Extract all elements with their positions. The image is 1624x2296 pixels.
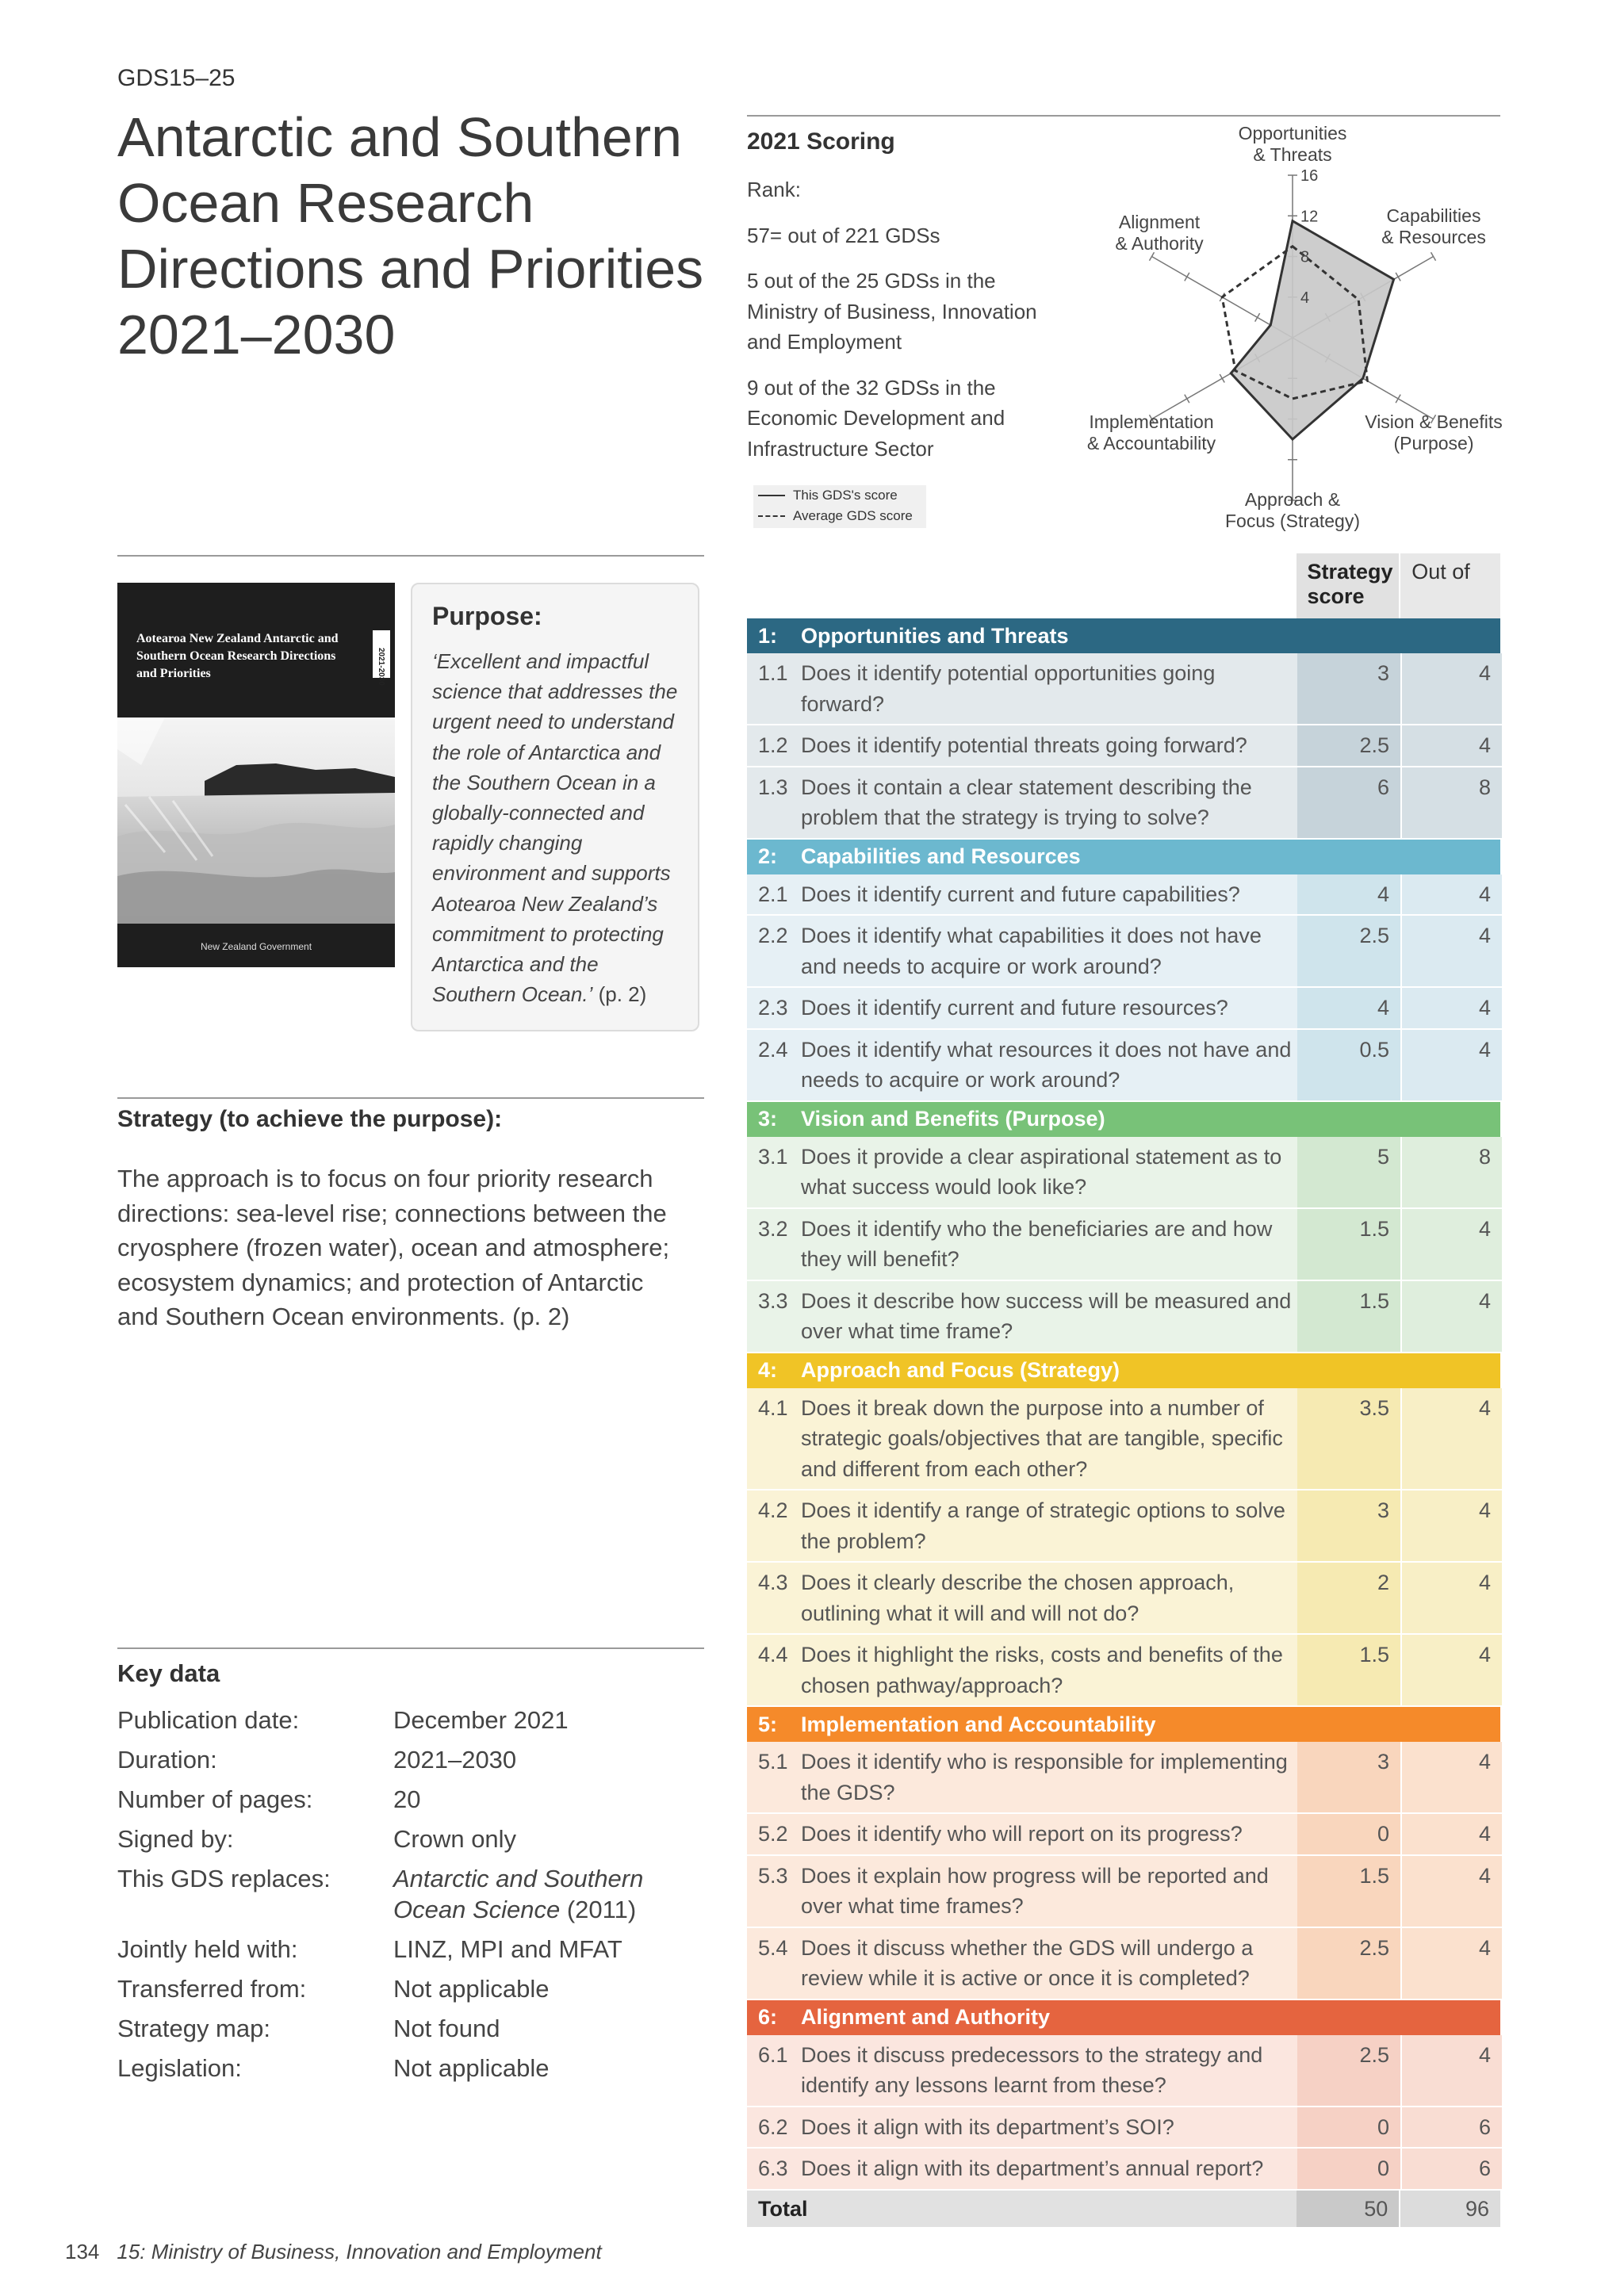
out-of-value: 4 <box>1402 2035 1502 2106</box>
out-of-value: 4 <box>1402 1856 1502 1927</box>
section-title: Approach and Focus (Strategy) <box>801 1358 1120 1382</box>
question-text: Does it discuss whether the GDS will undergo a review while it is active or once it is completed? <box>801 1928 1297 1999</box>
legend-label-this: This GDS's score <box>793 488 898 503</box>
strategy-score: 2 <box>1297 1563 1400 1633</box>
legend-label-average: Average GDS score <box>793 508 913 523</box>
strategy-score: 4 <box>1297 988 1400 1028</box>
key-data-value: Not applicable <box>393 1975 550 2003</box>
out-of-value: 4 <box>1402 1928 1502 1999</box>
strategy-score: 2.5 <box>1297 2035 1400 2106</box>
out-of-value: 4 <box>1402 874 1502 915</box>
question-number: 4.4 <box>747 1635 801 1705</box>
key-data-value-suffix: (2011) <box>560 1896 637 1923</box>
radar-axis-label: & Authority <box>1115 233 1204 254</box>
solid-line-swatch <box>758 495 785 496</box>
strategy-score: 2.5 <box>1297 1928 1400 1999</box>
section-title: Capabilities and Resources <box>801 844 1081 868</box>
cover-publisher: New Zealand Government <box>200 941 312 952</box>
radar-axis-label: Implementation <box>1089 411 1214 432</box>
header-spacer <box>747 553 1297 618</box>
key-data-row <box>117 1863 704 1925</box>
purpose-text <box>432 646 686 1009</box>
purpose-quote: ‘Excellent and impactful science that addresses the urgent need to understand the role of Antarctica and the Southern Ocean in a globally-connected and rapidly changing environment and supports Aotearoa New Zealand’s commitment to protecting Antarctica and the Southern Ocean.’ <box>432 649 678 1007</box>
radar-axis-label: Opportunities <box>1238 123 1347 144</box>
rank-overall: 57= out of 221 GDSs <box>747 223 940 247</box>
radar-axis-label: Approach & <box>1244 489 1341 510</box>
section-header-row <box>747 1353 1500 1388</box>
strategy-score: 1.5 <box>1297 1635 1400 1705</box>
question-text: Does it identify potential threats going forward? <box>801 725 1297 766</box>
question-text: Does it break down the purpose into a number of strategic goals/objectives that are tangible, specific and different from each other? <box>801 1388 1297 1490</box>
section-number: 2: <box>758 844 778 868</box>
question-text: Does it identify a range of strategic options to solve the problem? <box>801 1490 1297 1561</box>
radar-axis-label: Vision & Benefits <box>1365 411 1503 432</box>
key-data-label: Strategy map: <box>117 2015 270 2042</box>
question-text: Does it contain a clear statement describing the problem that the strategy is trying to solve? <box>801 767 1297 838</box>
table-row <box>747 2035 1500 2107</box>
key-data-row <box>117 1784 704 1815</box>
key-data-heading: Key data <box>117 1659 220 1687</box>
key-data-label: Jointly held with: <box>117 1935 298 1963</box>
out-of-value: 4 <box>1402 1030 1502 1100</box>
key-data-value: 20 <box>393 1785 421 1813</box>
table-row <box>747 1928 1500 2000</box>
section-number: 4: <box>758 1358 778 1382</box>
antarctic-landscape-image <box>117 718 395 924</box>
out-of-value: 4 <box>1402 1388 1502 1490</box>
legend-item-average <box>753 506 926 526</box>
out-of-value: 4 <box>1402 1742 1502 1812</box>
question-text: Does it identify what resources it does not have and needs to acquire or work around? <box>801 1030 1297 1100</box>
question-number: 4.2 <box>747 1490 801 1561</box>
question-text: Does it align with its department’s annual report? <box>801 2149 1297 2189</box>
question-text: Does it discuss predecessors to the strategy and identify any lessons learnt from these? <box>801 2035 1297 2106</box>
key-data-row <box>117 1973 704 2004</box>
table-row <box>747 767 1500 840</box>
strategy-score: 0.5 <box>1297 1030 1400 1100</box>
table-row <box>747 2149 1500 2191</box>
question-number: 4.3 <box>747 1563 801 1633</box>
out-of-value: 8 <box>1402 1137 1502 1207</box>
question-text: Does it identify potential opportunities going forward? <box>801 653 1297 724</box>
table-row <box>747 1490 1500 1563</box>
strategy-score: 4 <box>1297 874 1400 915</box>
question-number: 2.2 <box>747 916 801 986</box>
radar-tick-label: 8 <box>1300 248 1310 266</box>
table-row <box>747 1814 1500 1856</box>
key-data-row <box>117 1705 704 1735</box>
key-data-value: Not found <box>393 2015 500 2042</box>
out-of-value: 6 <box>1402 2149 1502 2189</box>
question-text: Does it provide a clear aspirational statement as to what success would look like? <box>801 1137 1297 1207</box>
key-data-value: Not applicable <box>393 2054 550 2082</box>
key-data-label: Legislation: <box>117 2054 242 2082</box>
table-header <box>747 553 1500 618</box>
key-data-value-title: Antarctic and Southern Ocean Science <box>393 1865 644 1923</box>
radar-tick-label: 16 <box>1300 167 1319 185</box>
cover-title: Aotearoa New Zealand Antarctic and Southern Ocean Research Directions and Priorities <box>136 632 339 680</box>
section-title: Vision and Benefits (Purpose) <box>801 1107 1105 1131</box>
rank-sector: 9 out of the 32 GDSs in the Economic Development and Infrastructure Sector <box>747 375 1005 461</box>
out-of-value: 4 <box>1402 1563 1502 1633</box>
out-of-value: 4 <box>1402 1490 1502 1561</box>
table-row <box>747 1209 1500 1281</box>
rank-info <box>747 174 1064 479</box>
purpose-page-ref: (p. 2) <box>592 982 647 1007</box>
question-text: Does it identify current and future capabilities? <box>801 874 1297 915</box>
key-data-value: December 2021 <box>393 1706 569 1734</box>
question-number: 4.1 <box>747 1388 801 1490</box>
question-text: Does it align with its department’s SOI? <box>801 2107 1297 2148</box>
table-row <box>747 1563 1500 1635</box>
radar-tick-mark <box>1431 252 1436 260</box>
question-number: 6.2 <box>747 2107 801 2148</box>
strategy-score: 0 <box>1297 1814 1400 1854</box>
table-row <box>747 1856 1500 1928</box>
question-text: Does it identify what capabilities it does not have and needs to acquire or work around? <box>801 916 1297 986</box>
question-text: Does it describe how success will be measured and over what time frame? <box>801 1281 1297 1352</box>
divider <box>117 555 704 557</box>
out-of-value: 4 <box>1402 1209 1502 1280</box>
strategy-score: 3.5 <box>1297 1388 1400 1490</box>
radar-axis-label: Focus (Strategy) <box>1225 511 1360 531</box>
total-label: Total <box>747 2191 1297 2227</box>
section-header-row <box>747 840 1500 874</box>
total-out-of: 96 <box>1400 2191 1500 2227</box>
question-text: Does it identify current and future resources? <box>801 988 1297 1028</box>
radar-tick-mark <box>1255 313 1260 321</box>
out-of-value: 4 <box>1402 725 1502 766</box>
radar-axis-label: & Accountability <box>1086 433 1216 453</box>
page-title: Antarctic and Southern Ocean Research Directions and Priorities 2021–2030 <box>117 106 704 365</box>
table-body <box>747 618 1500 2191</box>
radar-axis-label: (Purpose) <box>1393 433 1474 453</box>
scoring-table <box>747 553 1500 2227</box>
section-number: 1: <box>758 623 778 648</box>
out-of-value: 4 <box>1402 1281 1502 1352</box>
strategy-score: 1.5 <box>1297 1856 1400 1927</box>
section-number: 5: <box>758 1712 778 1736</box>
strategy-score: 2.5 <box>1297 725 1400 766</box>
header-strategy-score: Strategy score <box>1297 553 1400 618</box>
key-data-value: 2021–2030 <box>393 1746 517 1774</box>
question-number: 2.1 <box>747 874 801 915</box>
page-number: 134 <box>65 2240 100 2263</box>
table-row <box>747 1137 1500 1209</box>
question-text: Does it highlight the risks, costs and benefits of the chosen pathway/approach? <box>801 1635 1297 1705</box>
question-number: 6.1 <box>747 2035 801 2106</box>
question-number: 1.3 <box>747 767 801 838</box>
total-row <box>747 2191 1500 2227</box>
radar-tick-label: 12 <box>1300 208 1319 226</box>
table-row <box>747 2107 1500 2149</box>
strategy-score: 3 <box>1297 653 1400 724</box>
radar-tick-mark <box>1185 395 1189 403</box>
radar-axis-label: Capabilities <box>1386 205 1481 226</box>
out-of-value: 8 <box>1402 767 1502 838</box>
radar-axis-label: & Resources <box>1381 227 1486 247</box>
key-data-row <box>117 2013 704 2044</box>
strategy-score: 5 <box>1297 1137 1400 1207</box>
strategy-heading: Strategy (to achieve the purpose): <box>117 1106 503 1132</box>
key-data-row <box>117 1934 704 1965</box>
question-number: 5.1 <box>747 1742 801 1812</box>
question-number: 1.1 <box>747 653 801 724</box>
question-number: 6.3 <box>747 2149 801 2189</box>
divider <box>747 115 1500 117</box>
key-data-row <box>117 1744 704 1775</box>
purpose-label: Purpose: <box>432 602 542 630</box>
divider <box>117 1647 704 1649</box>
question-text: Does it explain how progress will be reported and over what time frames? <box>801 1856 1297 1927</box>
radar-tick-label: 4 <box>1300 289 1310 307</box>
radar-axis-label: & Threats <box>1253 144 1332 165</box>
question-text: Does it clearly describe the chosen approach, outlining what it will and will not do? <box>801 1563 1297 1633</box>
question-number: 5.4 <box>747 1928 801 1999</box>
footer-text: 15: Ministry of Business, Innovation and Employment <box>117 2240 602 2263</box>
section-header-row <box>747 2000 1500 2035</box>
question-number: 1.2 <box>747 725 801 766</box>
out-of-value: 4 <box>1402 988 1502 1028</box>
question-text: Does it identify who the beneficiaries are and how they will benefit? <box>801 1209 1297 1280</box>
legend-item-this <box>753 485 926 506</box>
dashed-line-swatch <box>758 515 785 517</box>
section-header-row <box>747 1707 1500 1742</box>
question-text: Does it identify who will report on its progress? <box>801 1814 1297 1854</box>
header-out-of: Out of <box>1400 553 1500 618</box>
key-data-row <box>117 1823 704 1854</box>
divider <box>117 1097 704 1099</box>
strategy-score: 6 <box>1297 767 1400 838</box>
key-data-label: Duration: <box>117 1746 217 1774</box>
strategy-score: 3 <box>1297 1490 1400 1561</box>
key-data-list <box>117 1705 704 2092</box>
question-number: 3.1 <box>747 1137 801 1207</box>
question-number: 2.4 <box>747 1030 801 1100</box>
out-of-value: 4 <box>1402 653 1502 724</box>
table-row <box>747 653 1500 725</box>
table-row <box>747 874 1500 916</box>
radar-chart <box>1063 119 1538 539</box>
table-row <box>747 1635 1500 1707</box>
question-number: 2.3 <box>747 988 801 1028</box>
strategy-score: 1.5 <box>1297 1209 1400 1280</box>
rank-label: Rank: <box>747 178 801 201</box>
question-number: 5.2 <box>747 1814 801 1854</box>
table-row <box>747 725 1500 767</box>
section-title: Alignment and Authority <box>801 2005 1050 2029</box>
table-row <box>747 1030 1500 1102</box>
document-cover-image <box>117 583 395 967</box>
strategy-score: 3 <box>1297 1742 1400 1812</box>
strategy-text: The approach is to focus on four priority research directions: sea-level rise; connections between the cryosphere (frozen water), ocean and atmosphere; ecosystem dynamics; and protection of Antarctic and Southern Ocean environments. (p. 2) <box>117 1165 670 1330</box>
key-data-row <box>117 2053 704 2084</box>
key-data-value <box>393 1863 704 1925</box>
table-row <box>747 1388 1500 1491</box>
radar-legend <box>753 485 926 528</box>
table-row <box>747 988 1500 1030</box>
section-number: 6: <box>758 2005 778 2029</box>
cover-years: 2021-2030 <box>377 648 385 686</box>
section-number: 3: <box>758 1107 778 1131</box>
page-footer <box>65 2240 602 2264</box>
question-number: 3.3 <box>747 1281 801 1352</box>
key-data-label: Publication date: <box>117 1706 300 1734</box>
key-data-label: This GDS replaces: <box>117 1865 331 1892</box>
purpose-box <box>411 583 699 1031</box>
strategy-score: 1.5 <box>1297 1281 1400 1352</box>
radar-axis-label: Alignment <box>1118 212 1201 232</box>
rank-department: 5 out of the 25 GDSs in the Ministry of Business, Innovation and Employment <box>747 269 1037 354</box>
section-title: Opportunities and Threats <box>801 623 1069 648</box>
table-row <box>747 1281 1500 1353</box>
section-header-row <box>747 618 1500 653</box>
strategy-score: 0 <box>1297 2107 1400 2148</box>
radar-tick-mark <box>1185 273 1189 281</box>
question-text: Does it identify who is responsible for implementing the GDS? <box>801 1742 1297 1812</box>
key-data-value: Crown only <box>393 1825 517 1853</box>
cover-years-tab <box>373 630 390 686</box>
out-of-value: 4 <box>1402 1814 1502 1854</box>
question-number: 5.3 <box>747 1856 801 1927</box>
this-gds-series <box>1231 221 1393 439</box>
out-of-value: 6 <box>1402 2107 1502 2148</box>
radar-tick-mark <box>1396 273 1400 281</box>
radar-tick-mark <box>1396 395 1400 403</box>
strategy-score: 2.5 <box>1297 916 1400 986</box>
document-code: GDS15–25 <box>117 65 236 91</box>
total-score: 50 <box>1297 2191 1400 2227</box>
section-header-row <box>747 1102 1500 1137</box>
key-data-label: Number of pages: <box>117 1785 313 1813</box>
out-of-value: 4 <box>1402 1635 1502 1705</box>
table-row <box>747 1742 1500 1814</box>
key-data-value: LINZ, MPI and MFAT <box>393 1935 622 1963</box>
section-title: Implementation and Accountability <box>801 1712 1156 1736</box>
key-data-label: Transferred from: <box>117 1975 307 2003</box>
strategy-score: 0 <box>1297 2149 1400 2189</box>
scoring-heading: 2021 Scoring <box>747 128 895 155</box>
radar-tick-mark <box>1220 374 1224 382</box>
key-data-label: Signed by: <box>117 1825 234 1853</box>
out-of-value: 4 <box>1402 916 1502 986</box>
question-number: 3.2 <box>747 1209 801 1280</box>
table-row <box>747 916 1500 988</box>
